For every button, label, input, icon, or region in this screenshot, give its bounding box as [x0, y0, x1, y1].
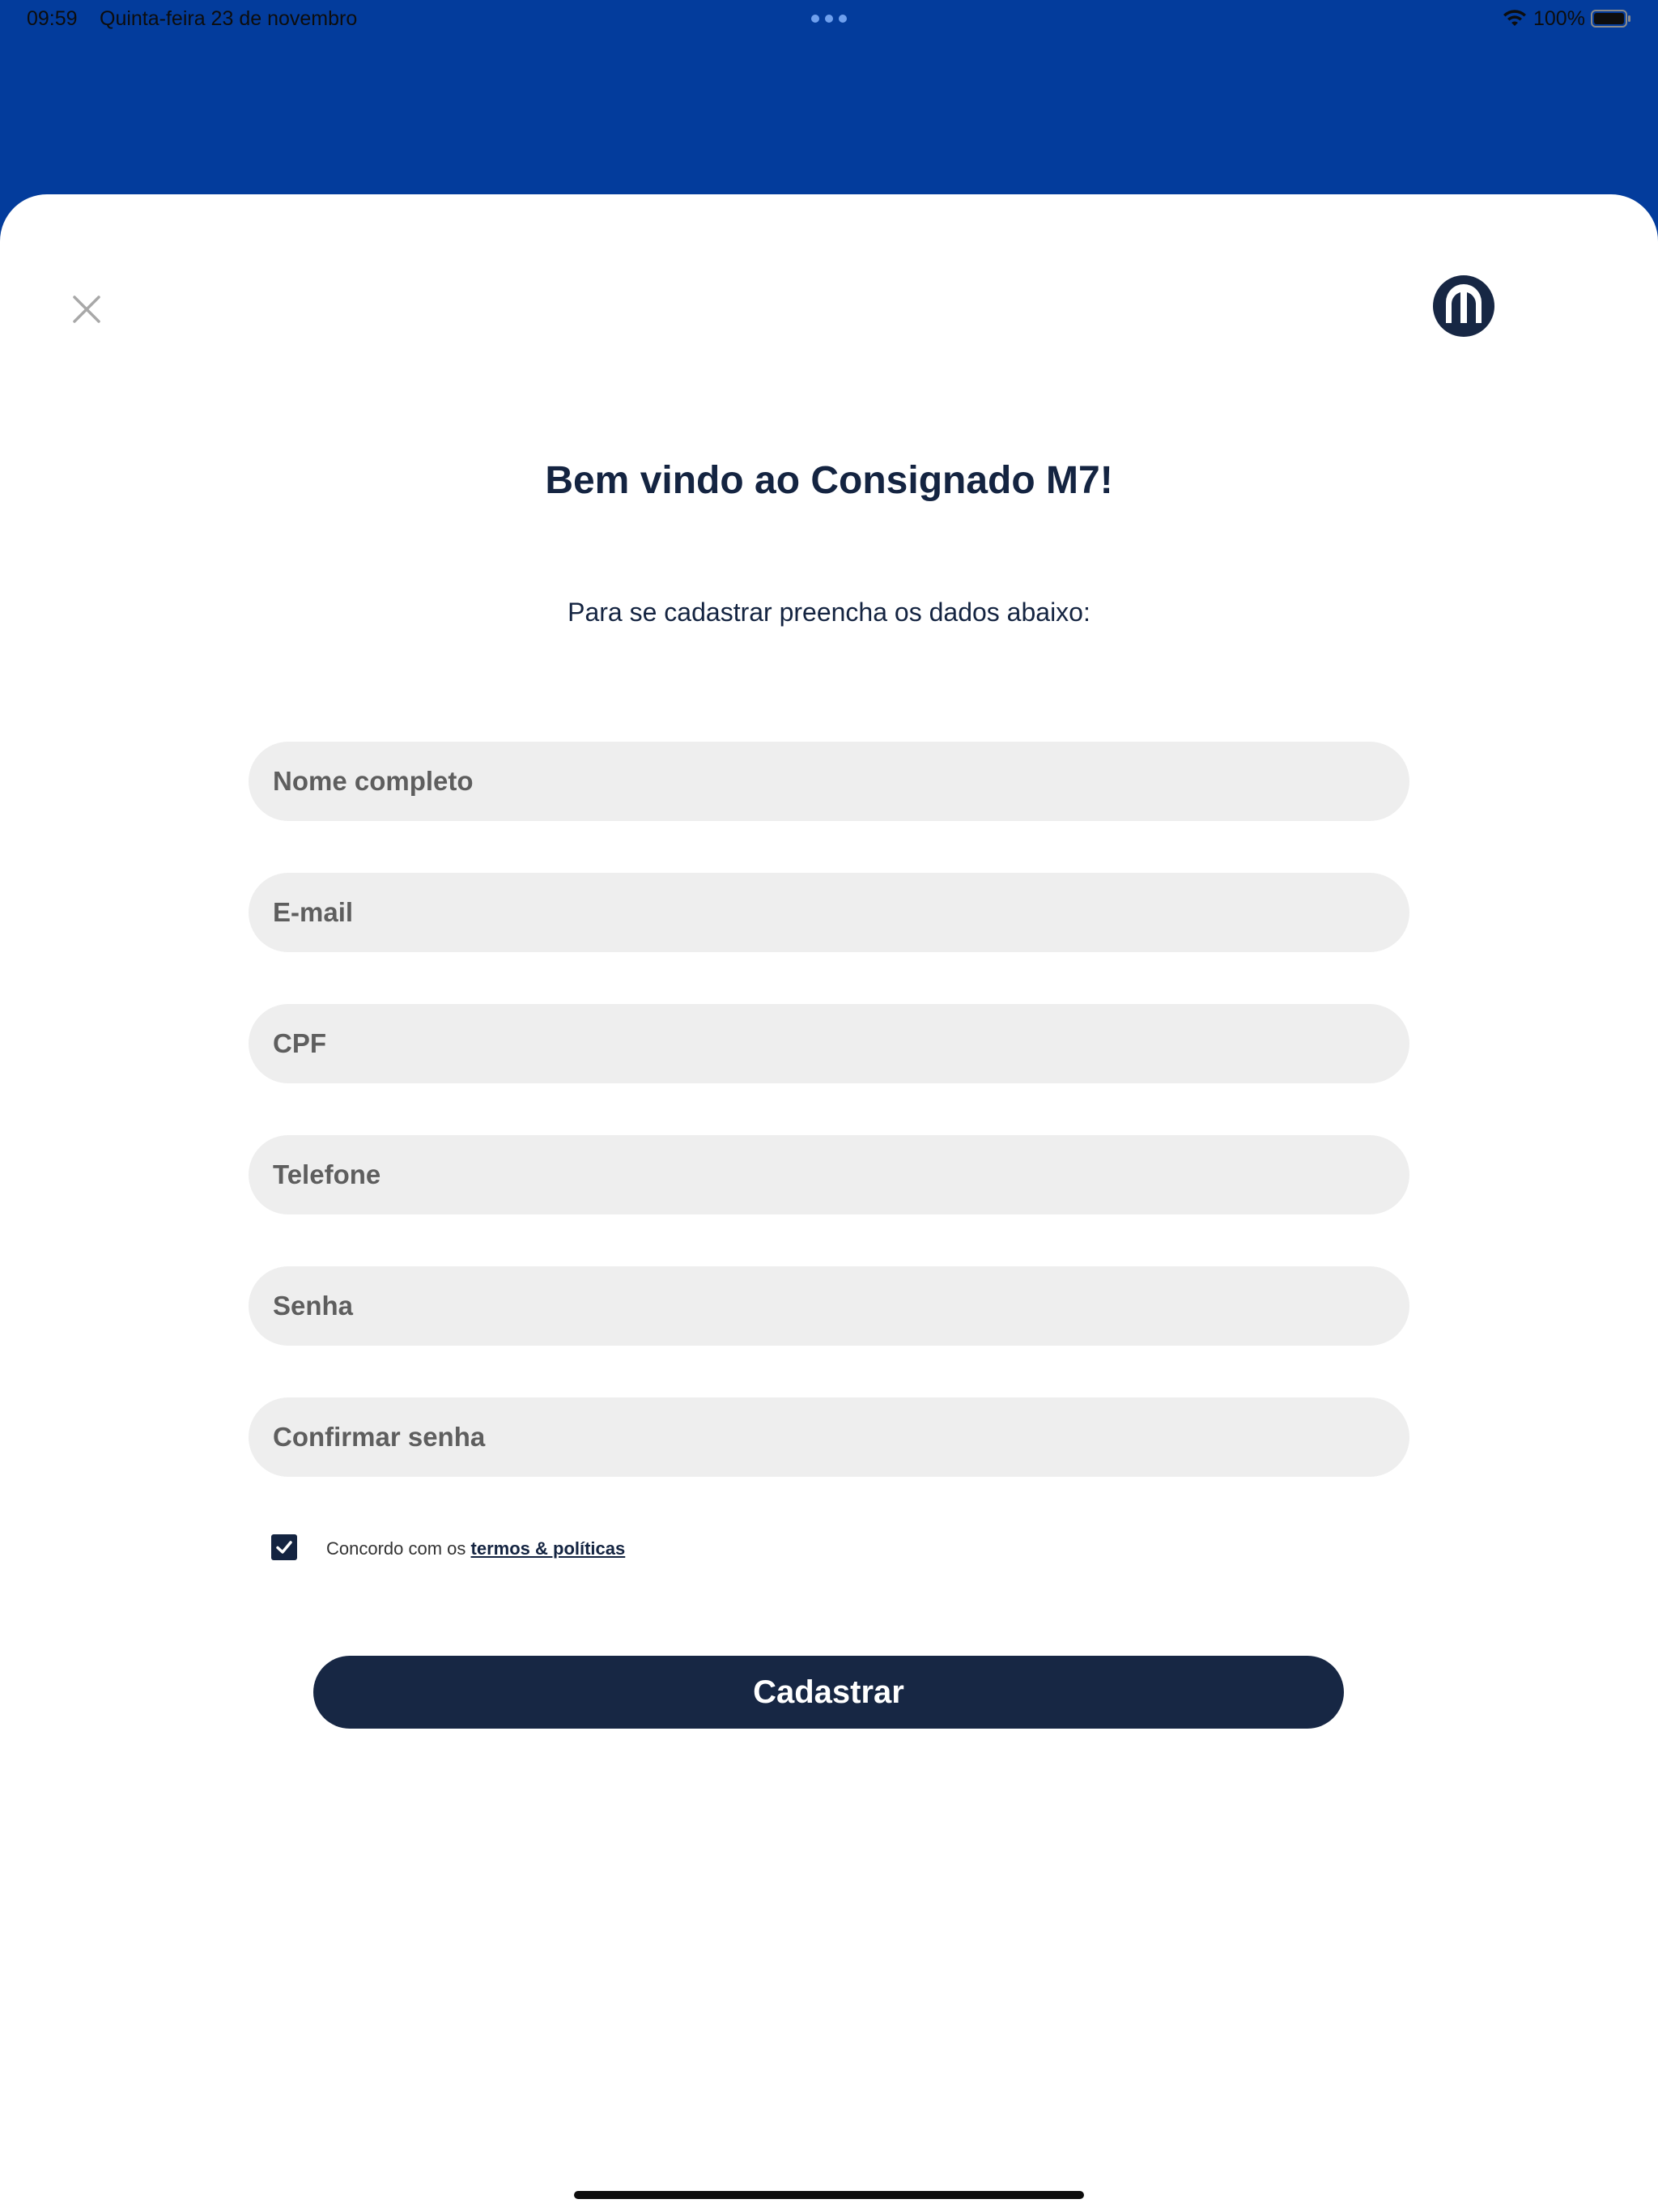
- terms-link[interactable]: termos & políticas: [470, 1538, 626, 1559]
- terms-label: [326, 1540, 625, 1558]
- registration-sheet: [0, 194, 1658, 2212]
- password-input[interactable]: [249, 1266, 1409, 1346]
- page-subtitle: Para se cadastrar preencha os dados abaixo:: [568, 598, 1090, 627]
- status-bar: [0, 0, 1658, 39]
- brand-logo-icon: [1432, 274, 1495, 338]
- wifi-icon: [1503, 8, 1527, 28]
- status-time: 09:59: [27, 7, 78, 30]
- home-indicator[interactable]: [574, 2191, 1084, 2199]
- checkmark-icon: [271, 1534, 297, 1560]
- battery-percentage: 100%: [1533, 7, 1585, 30]
- register-button[interactable]: Cadastrar: [313, 1656, 1344, 1729]
- page-title: Bem vindo ao Consignado M7!: [545, 459, 1113, 502]
- status-date: Quinta-feira 23 de novembro: [100, 7, 358, 30]
- cpf-input[interactable]: [249, 1004, 1409, 1083]
- email-input[interactable]: [249, 873, 1409, 952]
- confirm-password-input[interactable]: [249, 1397, 1409, 1477]
- terms-prefix: Concordo com os: [326, 1538, 471, 1559]
- full-name-input[interactable]: [249, 742, 1409, 821]
- terms-checkbox[interactable]: [271, 1534, 297, 1560]
- battery-icon: [1591, 10, 1631, 28]
- multitasking-dots-icon[interactable]: [811, 15, 847, 23]
- close-icon[interactable]: [66, 289, 107, 330]
- phone-input[interactable]: [249, 1135, 1409, 1214]
